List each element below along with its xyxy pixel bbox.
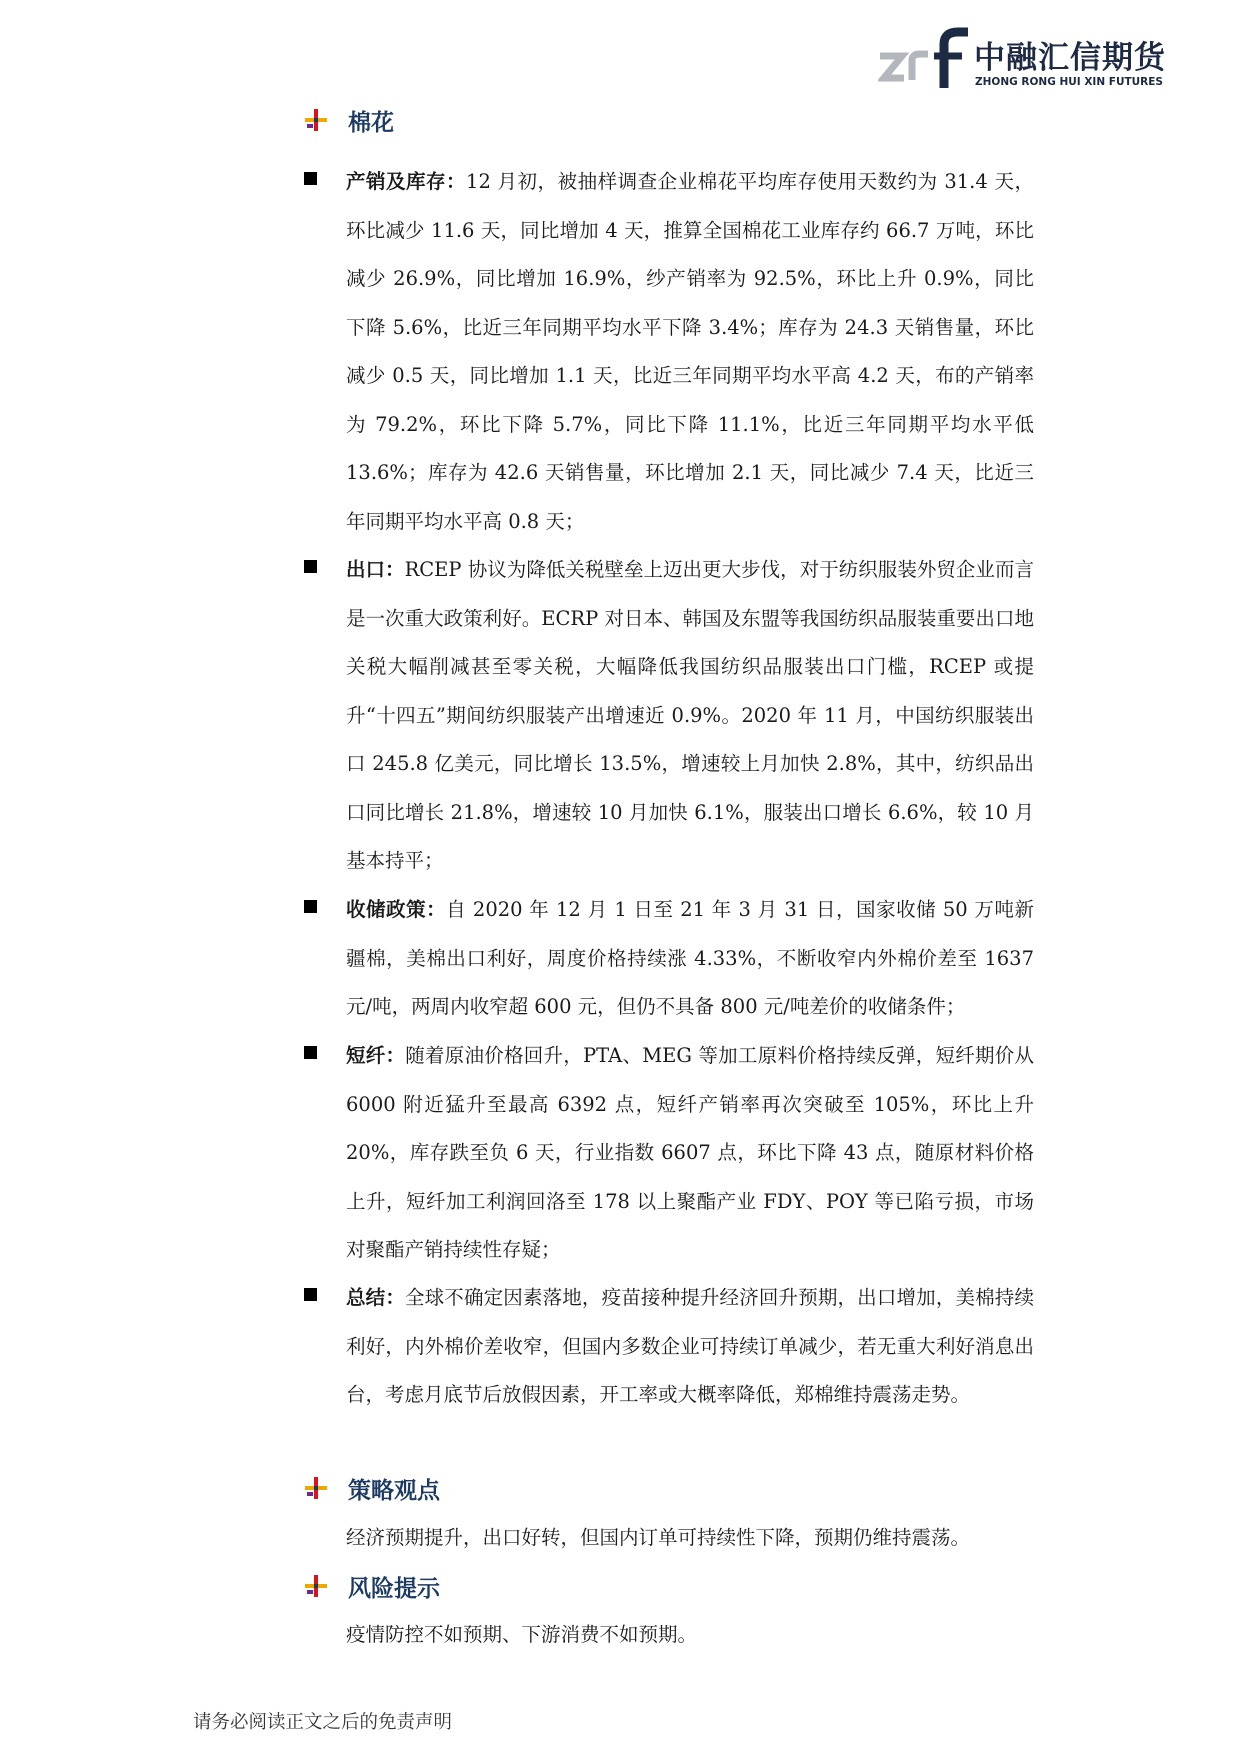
logo-english-name: ZHONG RONG HUI XIN FUTURES (975, 76, 1163, 88)
section-heading-cotton (304, 100, 394, 140)
strategy-text: 经济预期提升，出口好转，但国内订单可持续性下降，预期仍维持震荡。 (346, 1526, 971, 1549)
bullet-item (304, 1032, 1034, 1275)
bullet-square-icon (304, 900, 317, 913)
company-logo (878, 26, 1198, 96)
section-heading-strategy (304, 1468, 440, 1508)
section-marker-icon (304, 1574, 328, 1598)
bullet-label: 产销及库存： (346, 170, 467, 193)
bullet-item (304, 1274, 1034, 1420)
bullet-text: RCEP 协议为降低关税壁垒上迈出更大步伐，对于纺织服装外贸企业而言是一次重大政策利好。ECRP 对日本、韩国及东盟等我国纺织品服装重要出口地关税大幅削减甚至零关税，大幅降低我国纺织品服装出口门槛，RCEP 或提升“十四五”期间纺织服装产出增速近 0.9%。2020 年 11 月，中国纺织服装出口 245.8 亿美元，同比增长 13.5%，增速较上月加快 2.8%，其中，纺织品出口同比增长 21.8%，增速较 10 月加快 6.1%，服装出口增长 6.6%，较 10 月基本持平； (346, 558, 1034, 872)
bullet-square-icon (304, 172, 317, 185)
bullet-label: 总结： (346, 1286, 405, 1309)
section-heading-risk (304, 1566, 440, 1606)
bullet-label: 短纤： (346, 1044, 406, 1067)
bullet-text: 随着原油价格回升，PTA、MEG 等加工原料价格持续反弹，短纤期价从 6000 附近猛升至最高 6392 点，短纤产销率再次突破至 105%，环比上升 20%，库存跌至负 6 天，行业指数 6607 点，环比下降 43 点，随原材料价格上升，短纤加工利润回洛至 178 以上聚酯产业 FDY、POY 等已陷亏损，市场对聚酯产销持续性存疑； (346, 1044, 1034, 1261)
section-title: 策略观点 (348, 1477, 440, 1504)
section-marker-icon (304, 108, 328, 132)
bullet-text: 全球不确定因素落地，疫苗接种提升经济回升预期，出口增加，美棉持续利好，内外棉价差收窄，但国内多数企业可持续订单减少，若无重大利好消息出台，考虑月底节后放假因素，开工率或大概率降低，郑棉维持震荡走势。 (346, 1286, 1034, 1406)
bullet-label: 出口： (346, 558, 405, 581)
section-title: 棉花 (348, 109, 394, 136)
logo-chinese-name: 中融汇信期货 (974, 40, 1166, 76)
bullet-item (304, 158, 1034, 546)
bullet-square-icon (304, 560, 317, 573)
bullet-text: 自 2020 年 12 月 1 日至 21 年 3 月 31 日，国家收储 50 万吨新疆棉，美棉出口利好，周度价格持续涨 4.33%，不断收窄内外棉价差至 1637 元/吨，两周内收窄超 600 元，但仍不具备 800 元/吨差价的收储条件； (346, 898, 1034, 1018)
bullet-label: 收储政策： (346, 898, 447, 921)
section-marker-icon (304, 1476, 328, 1500)
zrf-logo-mark-icon (878, 26, 970, 96)
bullet-square-icon (304, 1046, 317, 1059)
risk-text: 疫情防控不如预期、下游消费不如预期。 (346, 1623, 698, 1646)
bullet-text: 12 月初，被抽样调查企业棉花平均库存使用天数约为 31.4 天，环比减少 11.6 天，同比增加 4 天，推算全国棉花工业库存约 66.7 万吨，环比减少 26.9%，同比增加 16.9%，纱产销率为 92.5%，环比上升 0.9%，同比下降 5.6%，比近三年同期平均水平下降 3.4%；库存为 24.3 天销售量，环比减少 0.5 天，同比增加 1.1 天，比近三年同期平均水平高 4.2 天，布的产销率为 79.2%，环比下降 5.7%，同比下降 11.1%，比近三年同期平均水平低 13.6%；库存为 42.6 天销售量，环比增加 2.1 天，同比减少 7.4 天，比近三年同期平均水平高 0.8 天； (346, 170, 1034, 533)
footer-disclaimer: 请务必阅读正文之后的免责声明 (193, 1712, 453, 1733)
section-title: 风险提示 (348, 1575, 440, 1602)
bullet-item (304, 886, 1034, 1032)
bullet-item (304, 546, 1034, 886)
bullet-square-icon (304, 1288, 317, 1301)
